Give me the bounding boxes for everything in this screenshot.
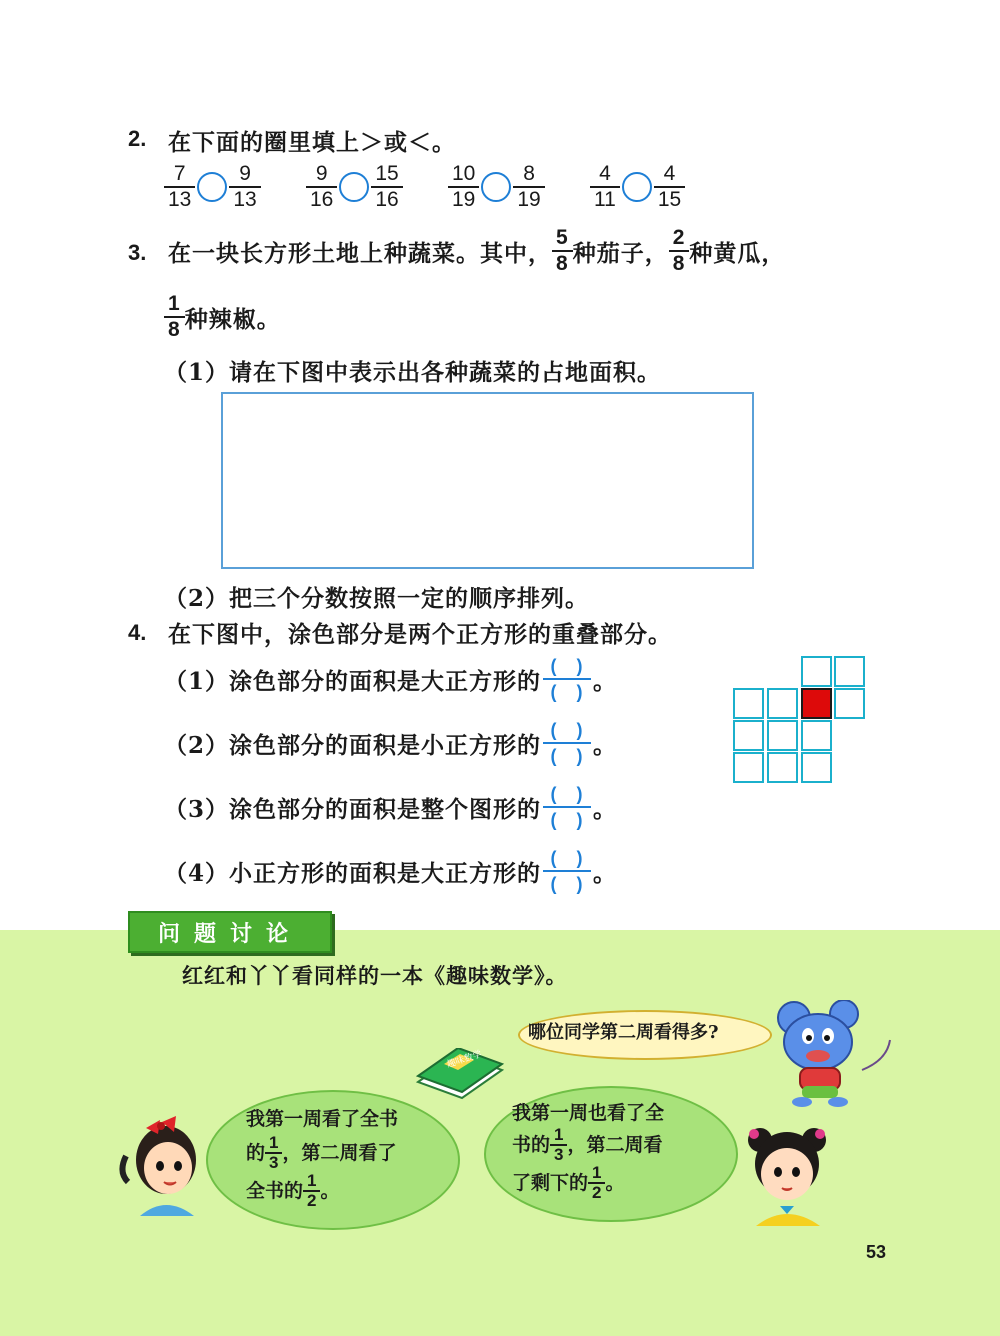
mouse-bubble-text: 哪位同学第二周看得多? — [528, 1022, 719, 1043]
fraction: $\frac{8}{19}$ — [515, 162, 542, 212]
fraction: $\frac{1}{3}$ — [552, 1126, 565, 1164]
left-bubble-line3-b: 。 — [320, 1180, 340, 1202]
answer-circle[interactable] — [197, 172, 227, 202]
left-bubble-line2 — [246, 1134, 397, 1172]
q4-sub4 — [164, 848, 617, 894]
overlap-shaded-cell — [801, 688, 832, 719]
fraction: $\frac{9}{16}$ — [308, 162, 335, 212]
fraction: $\frac{7}{13}$ — [166, 162, 193, 212]
q4-sub4-label: （4）小正方形的面积是大正方形的 — [164, 859, 542, 887]
left-bubble-line2-a: 的 — [246, 1142, 266, 1164]
grid-cell — [834, 688, 865, 719]
left-bubble-line1: 我第一周看了全书 — [246, 1108, 399, 1130]
q3-text — [168, 226, 785, 276]
fraction: $\frac{1}{2}$ — [590, 1164, 603, 1202]
q3-sub2: （2）把三个分数按照一定的顺序排列。 — [164, 585, 590, 612]
q3-text-c: 种黄瓜， — [689, 239, 786, 267]
q2-compare-2 — [306, 162, 403, 212]
q2-text: 在下面的圈里填上＞或＜。 — [168, 129, 456, 156]
q4-sub1-end: 。 — [593, 667, 618, 695]
q3-text-line2 — [164, 292, 281, 342]
blank-fraction[interactable]: $\frac{( )}{( )}$ — [543, 848, 591, 894]
girl-yaya-illustration — [742, 1118, 832, 1228]
q4-text: 在下图中，涂色部分是两个正方形的重叠部分。 — [168, 621, 672, 648]
blank-fraction[interactable]: $\frac{( )}{( )}$ — [543, 784, 591, 830]
grid-cell — [733, 752, 764, 783]
book-title: 趣味数学 — [445, 1049, 484, 1071]
answer-circle[interactable] — [622, 172, 652, 202]
q3-text-a: 在一块长方形土地上种蔬菜。其中， — [168, 239, 552, 267]
blank-fraction[interactable]: $\frac{( )}{( )}$ — [543, 720, 591, 766]
right-bubble-line3-b: 。 — [605, 1172, 625, 1194]
left-bubble-line3 — [246, 1172, 340, 1210]
grid-cell — [767, 720, 798, 751]
fraction: $\frac{15}{16}$ — [373, 162, 400, 212]
left-bubble-line2-b: ，第二周看了 — [282, 1142, 397, 1164]
fraction: $\frac{2}{8}$ — [671, 226, 688, 276]
fraction: $\frac{1}{8}$ — [166, 292, 183, 342]
fraction: $\frac{10}{19}$ — [450, 162, 477, 212]
grid-cell — [801, 720, 832, 751]
q4-sub3-label: （3）涂色部分的面积是整个图形的 — [164, 795, 542, 823]
grid-cell — [733, 688, 764, 719]
fraction: $\frac{5}{8}$ — [554, 226, 571, 276]
right-bubble-line2-a: 书的 — [512, 1134, 551, 1156]
grid-cell — [767, 752, 798, 783]
grid-cell — [801, 752, 832, 783]
q4-sub2 — [164, 720, 617, 766]
q4-sub2-end: 。 — [593, 731, 618, 759]
overlap-squares-diagram — [733, 656, 869, 784]
left-bubble-line3-a: 全书的 — [246, 1180, 304, 1202]
q4-sub1-label: （1）涂色部分的面积是大正方形的 — [164, 667, 542, 695]
grid-cell — [767, 688, 798, 719]
q2-compare-3 — [448, 162, 545, 212]
q3-sub1: （1）请在下图中表示出各种蔬菜的占地面积。 — [164, 359, 662, 386]
right-bubble-line2 — [512, 1126, 663, 1164]
answer-circle[interactable] — [481, 172, 511, 202]
right-bubble-line3-a: 了剩下的 — [512, 1172, 589, 1194]
discussion-intro: 红红和丫丫看同样的一本《趣味数学》。 — [182, 963, 568, 988]
planting-rectangle[interactable] — [221, 392, 754, 569]
grid-cell — [834, 656, 865, 687]
q3-text-b: 种茄子， — [572, 239, 669, 267]
fraction: $\frac{1}{2}$ — [305, 1172, 318, 1210]
q2-compare-4 — [590, 162, 685, 212]
right-bubble-line1: 我第一周也看了全 — [512, 1102, 665, 1124]
q3-text-d: 种辣椒。 — [184, 305, 281, 333]
grid-cell — [733, 720, 764, 751]
q4-number: 4. — [128, 620, 147, 645]
q3-number: 3. — [128, 240, 147, 265]
fraction: $\frac{1}{3}$ — [267, 1134, 280, 1172]
q2-compare-1 — [164, 162, 261, 212]
girl-honghong-illustration — [118, 1112, 210, 1220]
q4-sub1 — [164, 656, 617, 702]
fraction: $\frac{9}{13}$ — [231, 162, 258, 212]
discussion-tag: 问题讨论 — [128, 911, 332, 953]
fraction: $\frac{4}{15}$ — [656, 162, 683, 212]
mouse-mascot-illustration — [772, 1000, 898, 1108]
blank-fraction[interactable]: $\frac{( )}{( )}$ — [543, 656, 591, 702]
q4-sub4-end: 。 — [593, 859, 618, 887]
q2-number: 2. — [128, 126, 147, 151]
right-bubble-line2-b: ，第二周看 — [567, 1134, 663, 1156]
page-number: 53 — [866, 1242, 887, 1262]
grid-cell — [801, 656, 832, 687]
answer-circle[interactable] — [339, 172, 369, 202]
q4-sub3-end: 。 — [593, 795, 618, 823]
q4-sub2-label: （2）涂色部分的面积是小正方形的 — [164, 731, 542, 759]
right-bubble-line3 — [512, 1164, 625, 1202]
q4-sub3 — [164, 784, 617, 830]
fraction: $\frac{4}{11}$ — [592, 162, 618, 212]
